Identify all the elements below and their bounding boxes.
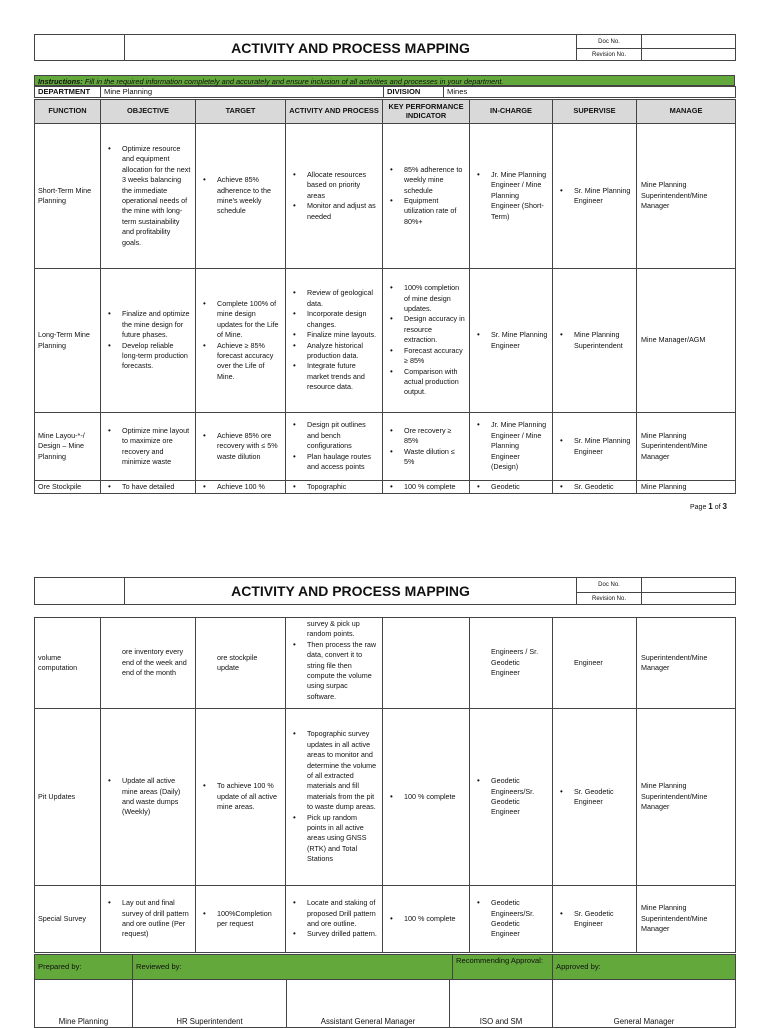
bullet-list xyxy=(387,914,465,924)
objective-cell xyxy=(101,124,196,269)
bullet-item: • Forecast accuracy ≥ 85% xyxy=(404,346,465,367)
target-cell xyxy=(196,709,286,886)
bullet-list xyxy=(387,283,465,397)
col-supervise: SUPERVISE xyxy=(553,100,637,124)
bullet-item: • Incorporate design changes. xyxy=(307,309,378,330)
manage-cell: Mine Manager/AGM xyxy=(637,269,736,413)
kpi-cell xyxy=(383,886,470,953)
bullet-item: • Plan haulage routes and access points xyxy=(307,452,378,473)
activity-cell xyxy=(286,413,383,481)
division-value: Mines xyxy=(444,87,736,98)
bullet-list xyxy=(557,787,632,808)
bullet-list xyxy=(474,420,548,472)
manage-cell: Mine Planning Superintendent/Mine Manager xyxy=(637,124,736,269)
bullet-list xyxy=(290,729,378,864)
objective-cell xyxy=(101,269,196,413)
bullet-list xyxy=(105,144,191,248)
col-activity: ACTIVITY AND PROCESS xyxy=(286,100,383,124)
bullet-list xyxy=(474,330,548,351)
bullet-item: • Survey drilled pattern. xyxy=(307,929,378,939)
table-row xyxy=(35,709,736,886)
signature-general-manager: General Manager xyxy=(553,980,736,1028)
bullet-item: • Ore recovery ≥ 85% xyxy=(404,426,465,447)
supervise-cell xyxy=(553,481,637,494)
revision-value xyxy=(642,49,736,61)
bullet-list xyxy=(290,482,378,492)
bullet-list xyxy=(474,898,548,940)
objective-cell xyxy=(101,481,196,494)
department-label: DEPARTMENT xyxy=(35,87,101,98)
bullet-list xyxy=(290,420,378,472)
doc-no-label: Doc No. xyxy=(577,578,642,593)
function-cell: Special Survey xyxy=(35,886,101,953)
bullet-item: • Achieve 85% adherence to the mine's weekly schedule xyxy=(217,175,281,217)
col-kpi: KEY PERFORMANCE INDICATOR xyxy=(383,100,470,124)
bullet-list xyxy=(557,482,632,492)
target-cell xyxy=(196,124,286,269)
manage-cell: Mine Planning Superintendent/Mine Manager xyxy=(637,413,736,481)
page-title: ACTIVITY AND PROCESS MAPPING xyxy=(125,578,577,605)
prepared-by-label: Prepared by: xyxy=(35,955,133,980)
bullet-list xyxy=(474,170,548,222)
bullet-list xyxy=(290,640,378,702)
incharge-cell: Engineers / Sr. Geodetic Engineer xyxy=(470,618,553,709)
kpi-cell xyxy=(383,709,470,886)
header-table-page1 xyxy=(34,34,736,61)
bullet-item: • Develop reliable long-term production forecasts. xyxy=(122,341,191,372)
bullet-item: • Update all active mine areas (Daily) and waste dumps (Weekly) xyxy=(122,776,191,818)
bullet-list xyxy=(200,482,281,492)
bullet-item: • 85% adherence to weekly mine schedule xyxy=(404,165,465,196)
bullet-item: • Sr. Mine Planning Engineer xyxy=(491,330,548,351)
bullet-item: • Sr. Geodetic Engineer xyxy=(574,787,632,808)
bullet-item: • Monitor and adjust as needed xyxy=(307,201,378,222)
bullet-list xyxy=(557,436,632,457)
incharge-cell xyxy=(470,709,553,886)
signature-assistant-gm: Assistant General Manager xyxy=(287,980,450,1028)
bullet-item: • 100 % complete xyxy=(404,792,465,802)
bullet-item: • Achieve 100 % xyxy=(217,482,281,492)
bullet-list xyxy=(200,909,281,930)
bullet-item: • Sr. Mine Planning Engineer xyxy=(574,436,632,457)
bullet-item: • Sr. Geodetic Engineer xyxy=(574,909,632,930)
bullet-item: • Equipment utilization rate of 80%+ xyxy=(404,196,465,227)
bullet-list xyxy=(105,426,191,468)
supervise-cell xyxy=(553,709,637,886)
target-cell xyxy=(196,886,286,953)
target-cell xyxy=(196,481,286,494)
table-row xyxy=(35,886,736,953)
bullet-item: • Complete 100% of mine design updates for the Life of Mine. xyxy=(217,299,281,341)
activity-cell xyxy=(286,618,383,709)
bullet-item: • Topographic survey updates in all active areas to monitor and determine the volume of all extracted materials and fill materials from the pit to waste dump areas. xyxy=(307,729,378,812)
revision-label: Revision No. xyxy=(577,49,642,61)
bullet-item: • Mine Planning Superintendent xyxy=(574,330,632,351)
bullet-list xyxy=(105,482,191,492)
doc-no-label: Doc No. xyxy=(577,35,642,49)
bullet-item: • Geodetic Engineers/Sr. Geodetic Engineer xyxy=(491,776,548,818)
activity-cell xyxy=(286,709,383,886)
bullet-list xyxy=(105,898,191,940)
bullet-item: • Allocate resources based on priority areas xyxy=(307,170,378,201)
bullet-item: • Achieve ≥ 85% forecast accuracy over the Life of Mine. xyxy=(217,341,281,383)
signoff-table xyxy=(34,954,736,1028)
col-manage: MANAGE xyxy=(637,100,736,124)
objective-cell xyxy=(101,413,196,481)
approved-by-label: Approved by: xyxy=(553,955,736,980)
function-cell: volume computation xyxy=(35,618,101,709)
bullet-list xyxy=(290,170,378,222)
division-label: DIVISION xyxy=(384,87,444,98)
kpi-cell xyxy=(383,481,470,494)
bullet-item: • Design pit outlines and bench configurations xyxy=(307,420,378,451)
reviewed-by-label: Reviewed by: Recommending Approval: xyxy=(133,955,553,980)
department-value: Mine Planning xyxy=(101,87,384,98)
supervise-cell xyxy=(553,413,637,481)
bullet-item: • 100%Completion per request xyxy=(217,909,281,930)
incharge-cell xyxy=(470,886,553,953)
kpi-cell xyxy=(383,413,470,481)
column-header-row xyxy=(35,100,736,124)
revision-value xyxy=(642,593,736,605)
bullet-list xyxy=(387,482,465,492)
bullet-item: • Jr. Mine Planning Engineer / Mine Planning Engineer (Short-Term) xyxy=(491,170,548,222)
function-cell: Ore Stockpile xyxy=(35,481,101,494)
bullet-list xyxy=(557,186,632,207)
bullet-item: • Review of geological data. xyxy=(307,288,378,309)
table-row xyxy=(35,481,736,494)
incharge-cell xyxy=(470,481,553,494)
incharge-cell xyxy=(470,124,553,269)
instructions-bar xyxy=(34,75,735,86)
bullet-item: • Finalize and optimize the mine design for future phases. xyxy=(122,309,191,340)
manage-cell: Superintendent/Mine Manager xyxy=(637,618,736,709)
bullet-list xyxy=(105,309,191,371)
incharge-cell xyxy=(470,413,553,481)
col-objective: OBJECTIVE xyxy=(101,100,196,124)
table-row xyxy=(35,269,736,413)
supervise-cell xyxy=(553,886,637,953)
bullet-item: • Sr. Geodetic xyxy=(574,482,632,492)
objective-cell xyxy=(101,709,196,886)
bullet-list xyxy=(105,776,191,818)
bullet-item: • Achieve 85% ore recovery with ≤ 5% waste dilution xyxy=(217,431,281,462)
table-row xyxy=(35,124,736,269)
bullet-list xyxy=(200,781,281,812)
col-incharge: IN-CHARGE xyxy=(470,100,553,124)
doc-no-value xyxy=(642,35,736,49)
col-target: TARGET xyxy=(196,100,286,124)
department-row xyxy=(34,86,736,98)
function-cell: Short-Term Mine Planning xyxy=(35,124,101,269)
signature-reviewed: HR Superintendent xyxy=(133,980,287,1028)
bullet-item: • Locate and staking of proposed Drill pattern and ore outline. xyxy=(307,898,378,929)
kpi-cell xyxy=(383,269,470,413)
function-cell: Mine Layou-*-/ Design – Mine Planning xyxy=(35,413,101,481)
bullet-item: • Jr. Mine Planning Engineer / Mine Planning Engineer (Design) xyxy=(491,420,548,472)
bullet-item: • Optimize mine layout to maximize ore recovery and minimize waste xyxy=(122,426,191,468)
bullet-item: • Geodetic Engineers/Sr. Geodetic Engineer xyxy=(491,898,548,940)
bullet-list xyxy=(200,431,281,462)
bullet-list xyxy=(290,898,378,940)
target-cell xyxy=(196,269,286,413)
supervise-cell xyxy=(553,124,637,269)
bullet-item: • Lay out and final survey of drill pattern and ore outline (Per request) xyxy=(122,898,191,940)
activity-continued-text: survey & pick up random points. xyxy=(307,619,360,639)
instructions-label: Instructions: xyxy=(38,77,83,86)
bullet-item: • Geodetic xyxy=(491,482,548,492)
signature-prepared: Mine Planning xyxy=(35,980,133,1028)
bullet-list xyxy=(387,165,465,227)
bullet-list xyxy=(474,776,548,818)
kpi-cell xyxy=(383,618,470,709)
instructions-text: Fill in the required information completely and accurately and ensure inclusion of all activities and processes in your department. xyxy=(82,77,504,86)
manage-cell: Mine Planning Superintendent/Mine Manager xyxy=(637,709,736,886)
page-number: Page 1 of 3 xyxy=(690,502,727,511)
bullet-item: • Pick up random points in all active areas using GNSS (RTK) and Total Stations xyxy=(307,813,378,865)
bullet-item: • Waste dilution ≤ 5% xyxy=(404,447,465,468)
table-row xyxy=(35,618,736,709)
revision-label: Revision No. xyxy=(577,593,642,605)
bullet-item: • Analyze historical production data. xyxy=(307,341,378,362)
supervise-cell xyxy=(553,269,637,413)
activity-cell xyxy=(286,481,383,494)
bullet-item: • Finalize mine layouts. xyxy=(307,330,378,340)
manage-cell: Mine Planning Superintendent/Mine Manager xyxy=(637,886,736,953)
bullet-item: • 100 % complete xyxy=(404,914,465,924)
bullet-item: • Then process the raw data, convert it to string file then compute the volume using surpac software. xyxy=(307,640,378,702)
mapping-table-page1 xyxy=(34,99,736,494)
objective-cell xyxy=(101,886,196,953)
activity-cell xyxy=(286,886,383,953)
bullet-list xyxy=(557,330,632,351)
bullet-list xyxy=(387,426,465,468)
bullet-list xyxy=(200,175,281,217)
bullet-item: • Optimize resource and equipment allocation for the next 3 weeks balancing the immediate operational needs of the mine with long-term sustainability and profitability goals. xyxy=(122,144,191,248)
logo-cell xyxy=(35,578,125,605)
bullet-item: • Integrate future market trends and resource data. xyxy=(307,361,378,392)
bullet-item: • 100% completion of mine design updates. xyxy=(404,283,465,314)
incharge-cell xyxy=(470,269,553,413)
mapping-table-page2 xyxy=(34,617,736,953)
bullet-item: • Topographic xyxy=(307,482,378,492)
bullet-list xyxy=(387,792,465,802)
bullet-item: • Comparison with actual production output. xyxy=(404,367,465,398)
supervise-cell: Engineer xyxy=(553,618,637,709)
page-title: ACTIVITY AND PROCESS MAPPING xyxy=(125,35,577,61)
recommending-approval-label: Recommending Approval: xyxy=(452,955,552,979)
kpi-cell xyxy=(383,124,470,269)
bullet-item: • Design accuracy in resource extraction. xyxy=(404,314,465,345)
bullet-item: • Sr. Mine Planning Engineer xyxy=(574,186,632,207)
bullet-item: • 100 % complete xyxy=(404,482,465,492)
target-cell: ore stockpile update xyxy=(196,618,286,709)
function-cell: Long-Term Mine Planning xyxy=(35,269,101,413)
header-table-page2 xyxy=(34,577,736,605)
manage-cell: Mine Planning xyxy=(637,481,736,494)
table-row xyxy=(35,413,736,481)
bullet-item: • To have detailed xyxy=(122,482,191,492)
bullet-list xyxy=(474,482,548,492)
activity-cell xyxy=(286,269,383,413)
bullet-list xyxy=(200,299,281,382)
bullet-item: • To achieve 100 % update of all active mine areas. xyxy=(217,781,281,812)
logo-cell xyxy=(35,35,125,61)
target-cell xyxy=(196,413,286,481)
signature-iso-sm: ISO and SM xyxy=(450,980,553,1028)
col-function: FUNCTION xyxy=(35,100,101,124)
function-cell: Pit Updates xyxy=(35,709,101,886)
doc-no-value xyxy=(642,578,736,593)
bullet-list xyxy=(557,909,632,930)
activity-cell xyxy=(286,124,383,269)
objective-cell: ore inventory every end of the week and end of the month xyxy=(101,618,196,709)
bullet-list xyxy=(290,288,378,392)
